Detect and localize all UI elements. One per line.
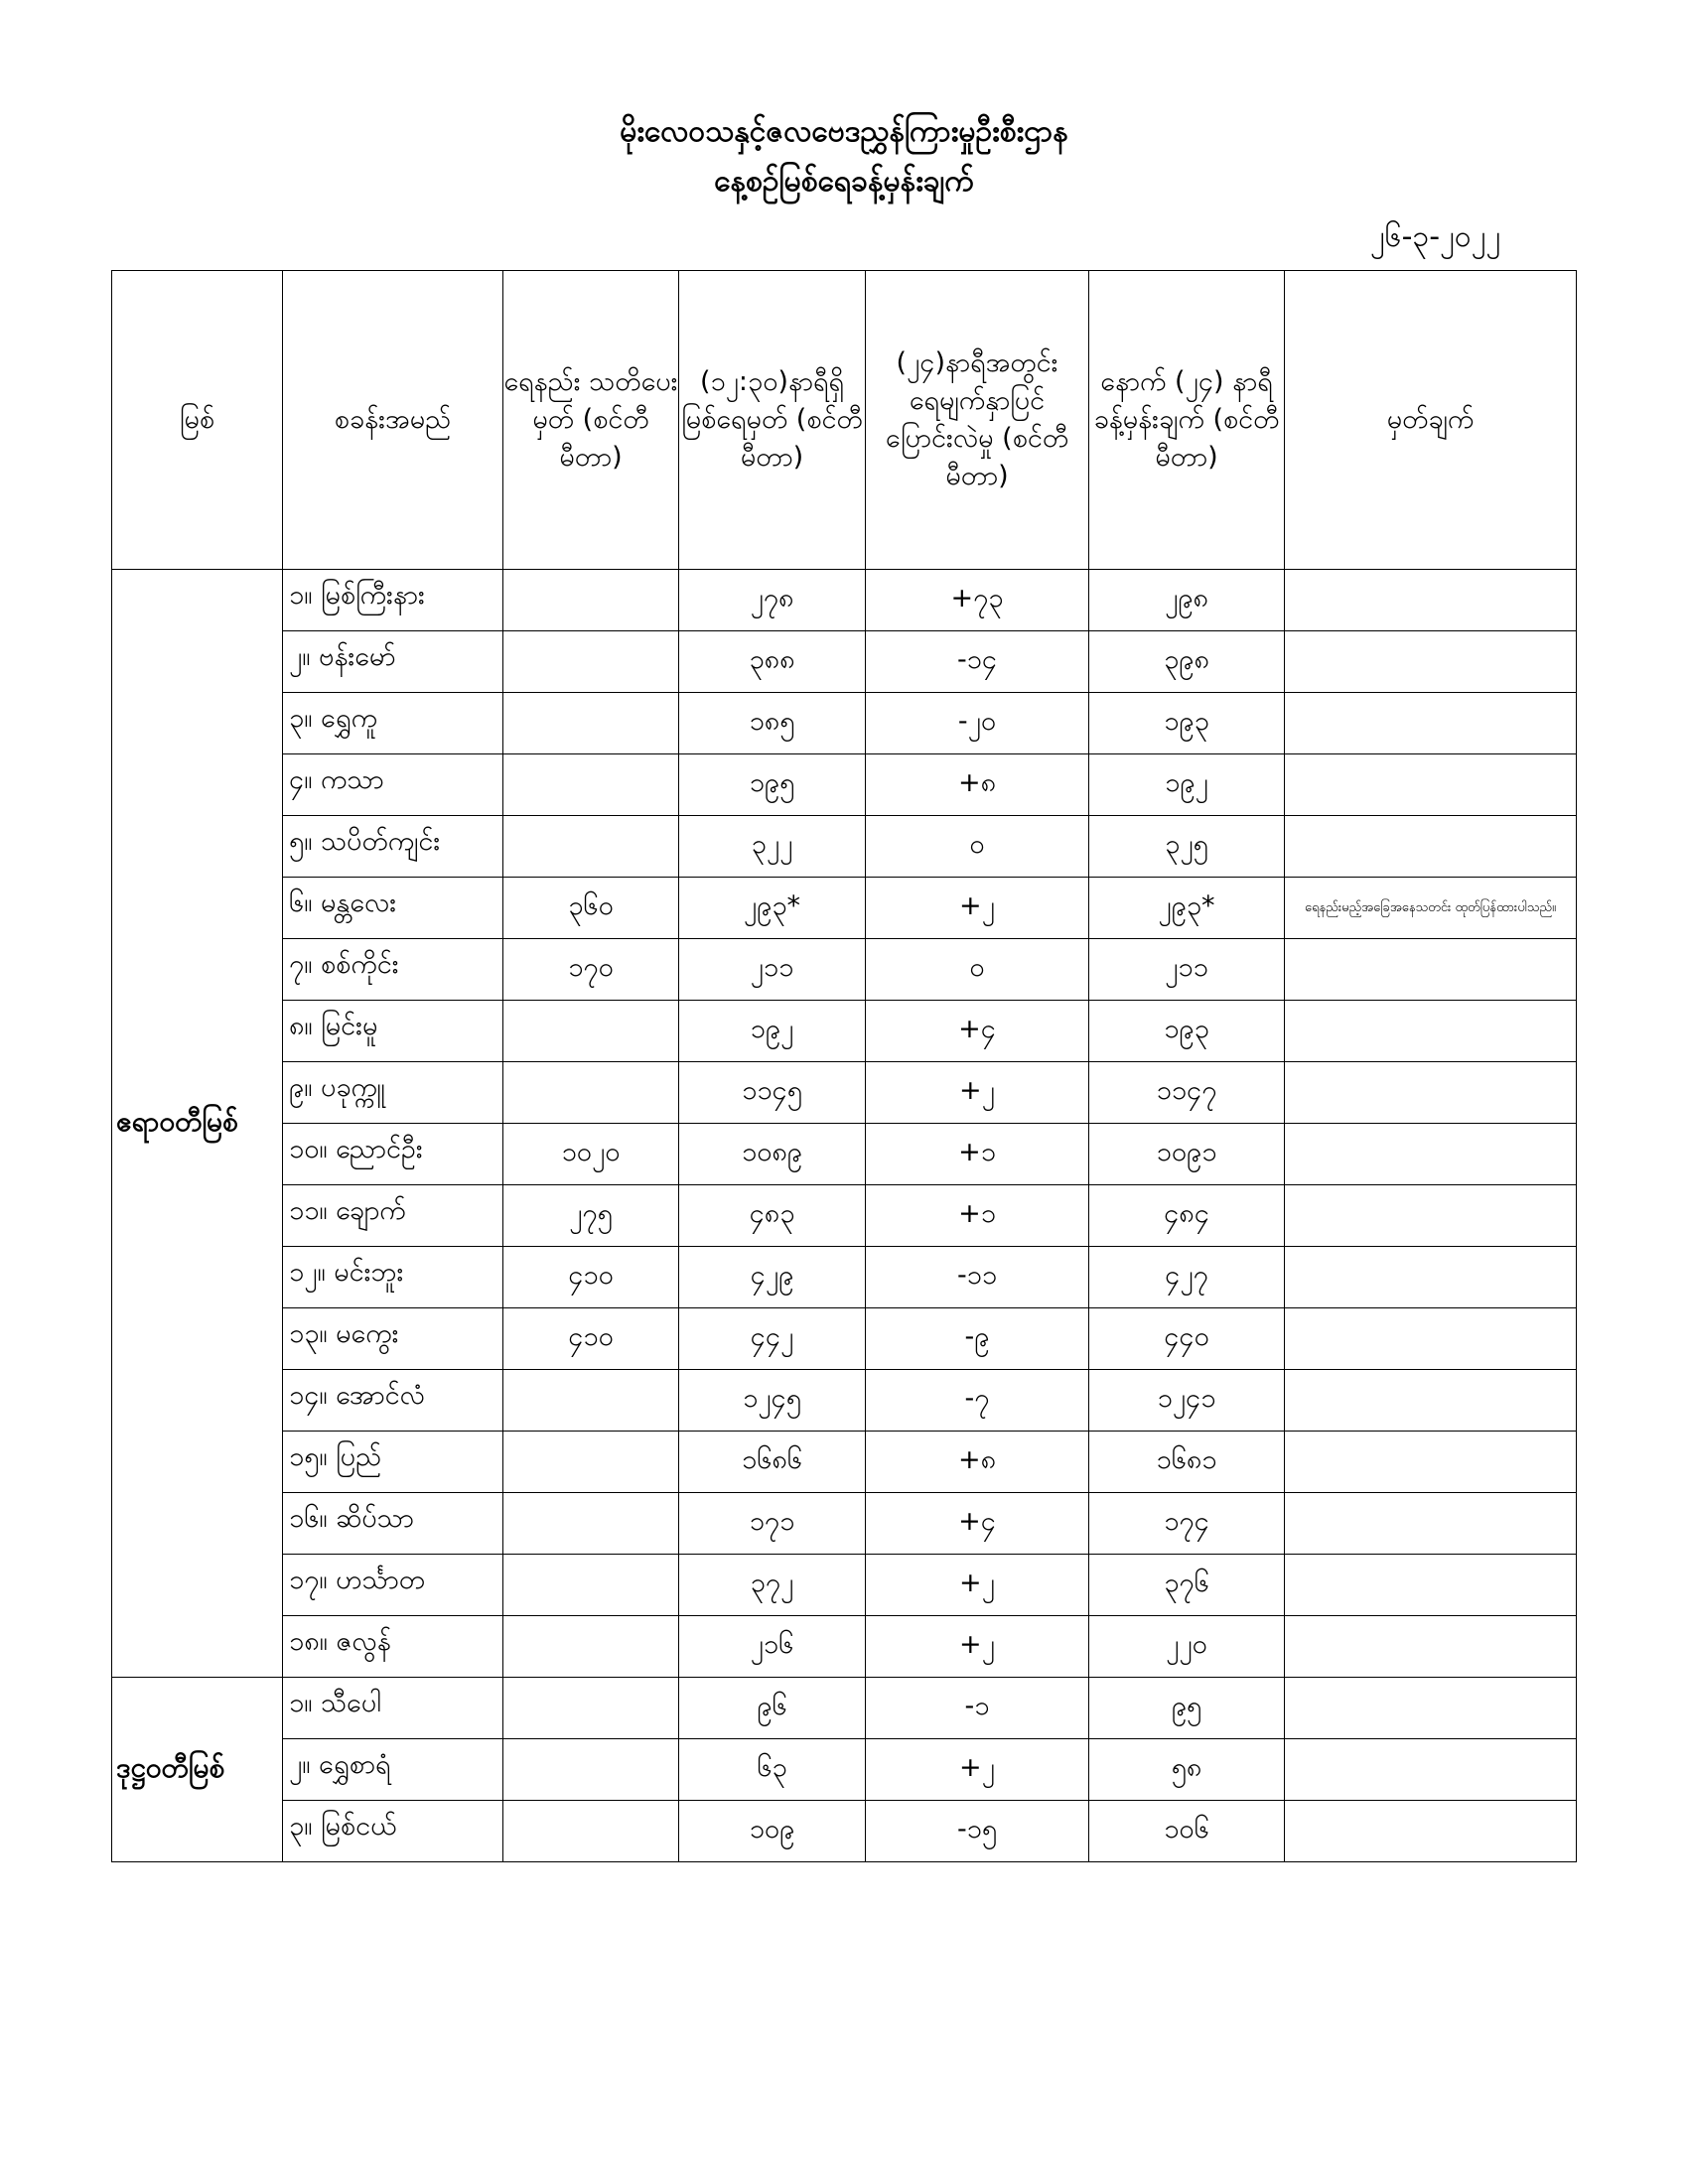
header-station: စခန်းအမည် <box>283 271 503 570</box>
remark-cell: ရေနည်းမည့်အခြေအနေသတင်း ထုတ်ပြန်ထားပါသည်။ <box>1285 878 1577 939</box>
remark-cell <box>1285 1185 1577 1247</box>
river-name-cell: ဧရာဝတီမြစ် <box>112 570 283 1678</box>
remark-cell <box>1285 816 1577 878</box>
warning-level-cell: ၄၁၀ <box>503 1308 679 1370</box>
forecast-cell: ၄၈၄ <box>1089 1185 1285 1247</box>
forecast-cell: ၂၉၃* <box>1089 878 1285 939</box>
change-cell: +၂ <box>866 1616 1089 1678</box>
table-row <box>112 1739 1577 1801</box>
station-cell <box>283 570 503 631</box>
station-name: ၁၀။ ညောင်ဦး <box>289 1134 423 1164</box>
remark-cell <box>1285 1555 1577 1616</box>
table-row <box>112 1001 1577 1062</box>
page-subtitle: နေ့စဉ်မြစ်ရေခန့်မှန်းချက် <box>714 164 974 199</box>
table-row <box>112 1062 1577 1124</box>
warning-level-cell <box>503 754 679 816</box>
forecast-cell: ၃၇၆ <box>1089 1555 1285 1616</box>
warning-level-cell <box>503 1801 679 1862</box>
warning-level-cell: ၁၀၂၀ <box>503 1124 679 1185</box>
forecast-cell: ၉၅ <box>1089 1678 1285 1739</box>
current-level-cell: ၁၈၅ <box>679 693 866 754</box>
remark-cell <box>1285 631 1577 693</box>
change-cell: +၁ <box>866 1124 1089 1185</box>
warning-level-cell <box>503 631 679 693</box>
station-cell <box>283 693 503 754</box>
station-cell <box>283 631 503 693</box>
current-level-cell: ၄၂၉ <box>679 1247 866 1308</box>
table-row <box>112 631 1577 693</box>
table-row <box>112 1432 1577 1493</box>
remark-cell <box>1285 570 1577 631</box>
warning-level-cell <box>503 1555 679 1616</box>
forecast-cell: ၁၁၄၇ <box>1089 1062 1285 1124</box>
current-level-cell: ၁၀၉ <box>679 1801 866 1862</box>
station-cell <box>283 1678 503 1739</box>
table-row <box>112 693 1577 754</box>
station-cell <box>283 1370 503 1432</box>
station-cell <box>283 1616 503 1678</box>
table-row <box>112 816 1577 878</box>
current-level-cell: ၃၂၂ <box>679 816 866 878</box>
change-cell: +၄ <box>866 1001 1089 1062</box>
current-level-cell: ၆၃ <box>679 1739 866 1801</box>
page-title: မိုးလေဝသနှင့်ဇလဗေဒညွှန်ကြားမှုဦးစီးဌာန <box>620 114 1068 149</box>
change-cell: +၈ <box>866 1432 1089 1493</box>
remark-cell <box>1285 1062 1577 1124</box>
current-level-cell: ၁၂၄၅ <box>679 1370 866 1432</box>
remark-cell <box>1285 1370 1577 1432</box>
forecast-cell: ၄၂၇ <box>1089 1247 1285 1308</box>
station-name: ၂။ ဗန်းမော် <box>289 641 396 672</box>
station-name: ၁၃။ မကွေး <box>289 1318 399 1349</box>
current-level-cell: ၂၉၃* <box>679 878 866 939</box>
change-cell: -၁၅ <box>866 1801 1089 1862</box>
current-level-cell: ၄၈၃ <box>679 1185 866 1247</box>
change-cell: -၉ <box>866 1308 1089 1370</box>
change-cell: -၁၄ <box>866 631 1089 693</box>
forecast-cell: ၁၆၈၁ <box>1089 1432 1285 1493</box>
remark-cell <box>1285 1001 1577 1062</box>
forecast-cell: ၃၉၈ <box>1089 631 1285 693</box>
table-header-row <box>112 271 1577 570</box>
warning-level-cell: ၁၇၀ <box>503 939 679 1001</box>
station-cell <box>283 754 503 816</box>
station-cell <box>283 1801 503 1862</box>
change-cell: +၂ <box>866 1739 1089 1801</box>
warning-level-cell <box>503 1678 679 1739</box>
station-name: ၁၆။ ဆိပ်သာ <box>289 1503 414 1534</box>
current-level-cell: ၁၁၄၅ <box>679 1062 866 1124</box>
change-cell: +၇၃ <box>866 570 1089 631</box>
remark-cell <box>1285 1678 1577 1739</box>
current-level-cell: ၃၇၂ <box>679 1555 866 1616</box>
forecast-cell: ၁၉၂ <box>1089 754 1285 816</box>
warning-level-cell <box>503 816 679 878</box>
header-current-level: (၁၂:၃၀)နာရီရှိ မြစ်ရေမှတ် (စင်တီမီတာ) <box>679 271 866 570</box>
warning-level-cell <box>503 570 679 631</box>
station-cell <box>283 1493 503 1555</box>
table-row <box>112 1801 1577 1862</box>
current-level-cell: ၁၆၈၆ <box>679 1432 866 1493</box>
current-level-cell: ၁၉၅ <box>679 754 866 816</box>
change-cell: +၄ <box>866 1493 1089 1555</box>
change-cell: +၂ <box>866 878 1089 939</box>
station-cell <box>283 939 503 1001</box>
warning-level-cell <box>503 1739 679 1801</box>
remark-cell <box>1285 1493 1577 1555</box>
station-name: ၁။ မြစ်ကြီးနား <box>289 580 425 611</box>
header-remark: မှတ်ချက် <box>1285 271 1577 570</box>
change-cell: -၇ <box>866 1370 1089 1432</box>
station-name: ၁၄။ အောင်လံ <box>289 1380 425 1411</box>
current-level-cell: ၂၁၁ <box>679 939 866 1001</box>
station-cell <box>283 1555 503 1616</box>
header-24h-change: (၂၄)နာရီအတွင်း ရေမျက်နှာပြင် ပြောင်းလဲမှု (စင်တီမီတာ) <box>866 271 1089 570</box>
warning-level-cell <box>503 1001 679 1062</box>
forecast-cell: ၁၇၄ <box>1089 1493 1285 1555</box>
warning-level-cell <box>503 1493 679 1555</box>
station-name: ၈။ မြင်းမူ <box>289 1011 378 1041</box>
remark-cell <box>1285 1616 1577 1678</box>
change-cell: -၁ <box>866 1678 1089 1739</box>
table-row <box>112 570 1577 631</box>
current-level-cell: ၉၆ <box>679 1678 866 1739</box>
forecast-cell: ၁၀၉၁ <box>1089 1124 1285 1185</box>
table-row <box>112 939 1577 1001</box>
station-name: ၃။ ရွှေကူ <box>289 703 378 734</box>
station-name: ၁၈။ ဇလွန် <box>289 1626 391 1657</box>
station-name: ၉။ ပခုက္ကူ <box>289 1072 385 1103</box>
station-name: ၁၁။ ချောက် <box>289 1195 406 1226</box>
station-cell <box>283 1185 503 1247</box>
remark-cell <box>1285 939 1577 1001</box>
remark-cell <box>1285 1432 1577 1493</box>
station-cell <box>283 1247 503 1308</box>
table-row <box>112 1185 1577 1247</box>
change-cell: +၁ <box>866 1185 1089 1247</box>
station-name: ၁၇။ ဟင်္သာတ <box>289 1565 426 1595</box>
change-cell: +၂ <box>866 1062 1089 1124</box>
change-cell: -၁၁ <box>866 1247 1089 1308</box>
station-cell <box>283 1124 503 1185</box>
current-level-cell: ၁၀၈၉ <box>679 1124 866 1185</box>
table-row <box>112 1124 1577 1185</box>
warning-level-cell: ၄၁၀ <box>503 1247 679 1308</box>
station-cell <box>283 878 503 939</box>
station-cell <box>283 1432 503 1493</box>
header-warning-level: ရေနည်း သတိပေးမှတ် (စင်တီမီတာ) <box>503 271 679 570</box>
station-name: ၇။ စစ်ကိုင်း <box>289 949 399 980</box>
river-level-table <box>111 270 1577 1862</box>
warning-level-cell <box>503 693 679 754</box>
table-row <box>112 1555 1577 1616</box>
current-level-cell: ၂၁၆ <box>679 1616 866 1678</box>
current-level-cell: ၁၇၁ <box>679 1493 866 1555</box>
station-cell <box>283 1062 503 1124</box>
remark-cell <box>1285 1739 1577 1801</box>
warning-level-cell <box>503 1062 679 1124</box>
station-cell <box>283 816 503 878</box>
header-river: မြစ် <box>112 271 283 570</box>
table-row <box>112 1370 1577 1432</box>
warning-level-cell: ၂၇၅ <box>503 1185 679 1247</box>
remark-cell <box>1285 1308 1577 1370</box>
warning-level-cell <box>503 1432 679 1493</box>
table-row <box>112 1308 1577 1370</box>
forecast-cell: ၅၈ <box>1089 1739 1285 1801</box>
table-row <box>112 754 1577 816</box>
remark-cell <box>1285 693 1577 754</box>
warning-level-cell <box>503 1370 679 1432</box>
warning-level-cell <box>503 1616 679 1678</box>
table-row <box>112 1247 1577 1308</box>
station-name: ၂။ ရွှေစာရံ <box>289 1749 391 1780</box>
table-row <box>112 1493 1577 1555</box>
remark-cell <box>1285 1124 1577 1185</box>
change-cell: +၂ <box>866 1555 1089 1616</box>
forecast-cell: ၁၉၃ <box>1089 1001 1285 1062</box>
forecast-cell: ၁၉၃ <box>1089 693 1285 754</box>
change-cell: ၀ <box>866 939 1089 1001</box>
forecast-cell: ၁၀၆ <box>1089 1801 1285 1862</box>
remark-cell <box>1285 754 1577 816</box>
station-name: ၅။ သပိတ်ကျင်း <box>289 826 441 857</box>
header-forecast: နောက် (၂၄) နာရီ ခန့်မှန်းချက် (စင်တီမီတာ) <box>1089 271 1285 570</box>
forecast-cell: ၂၁၁ <box>1089 939 1285 1001</box>
station-name: ၆။ မန္တလေး <box>289 887 397 918</box>
change-cell: ၀ <box>866 816 1089 878</box>
station-cell <box>283 1739 503 1801</box>
station-name: ၃။ မြစ်ငယ် <box>289 1811 397 1842</box>
station-name: ၁၂။ မင်းဘူး <box>289 1257 404 1288</box>
current-level-cell: ၄၄၂ <box>679 1308 866 1370</box>
table-row <box>112 878 1577 939</box>
warning-level-cell: ၃၆၀ <box>503 878 679 939</box>
change-cell: +၈ <box>866 754 1089 816</box>
forecast-cell: ၂၉၈ <box>1089 570 1285 631</box>
current-level-cell: ၂၇၈ <box>679 570 866 631</box>
forecast-cell: ၁၂၄၁ <box>1089 1370 1285 1432</box>
forecast-cell: ၃၂၅ <box>1089 816 1285 878</box>
forecast-cell: ၄၄၀ <box>1089 1308 1285 1370</box>
station-cell <box>283 1308 503 1370</box>
change-cell: -၂၀ <box>866 693 1089 754</box>
station-cell <box>283 1001 503 1062</box>
station-name: ၄။ ကသာ <box>289 764 384 795</box>
remark-cell <box>1285 1247 1577 1308</box>
station-name: ၁။ သီပေါ <box>289 1688 381 1718</box>
table-body <box>112 570 1577 1862</box>
station-name: ၁၅။ ပြည် <box>289 1441 382 1472</box>
report-date: ၂၆-၃-၂၀၂၂ <box>1370 219 1501 254</box>
forecast-cell: ၂၂၀ <box>1089 1616 1285 1678</box>
remark-cell <box>1285 1801 1577 1862</box>
table-row <box>112 1616 1577 1678</box>
current-level-cell: ၃၈၈ <box>679 631 866 693</box>
table-row <box>112 1678 1577 1739</box>
current-level-cell: ၁၉၂ <box>679 1001 866 1062</box>
river-name-cell: ဒုဋ္ဌဝတီမြစ် <box>112 1678 283 1862</box>
